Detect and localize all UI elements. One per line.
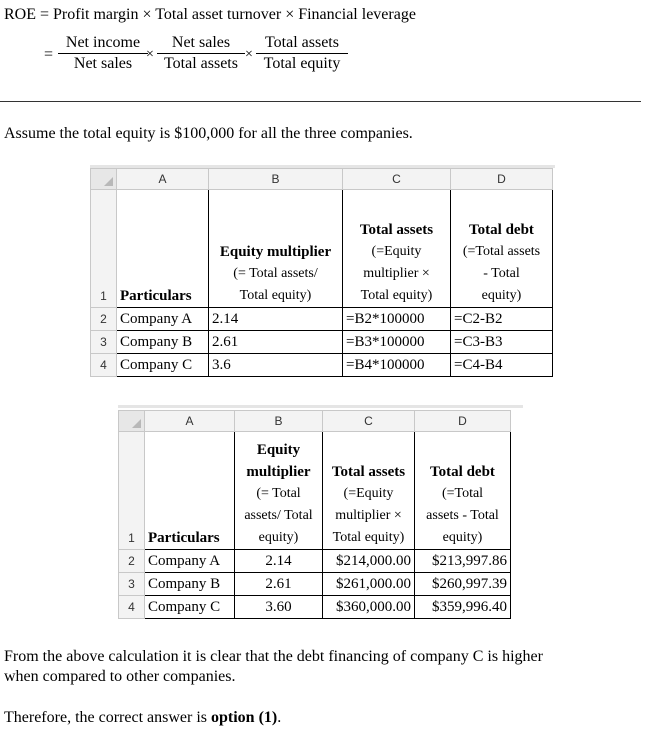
cell-d3[interactable]: =C3-B3 [451,331,553,354]
column-header-b[interactable]: B [209,169,343,190]
times-sign: × [146,47,154,62]
header-sub: (= Total assets/ [233,266,318,281]
fraction-net-sales-total-assets [157,33,245,74]
header-sub: (=Total assets [462,244,541,259]
header-title: Equity [256,442,301,458]
fraction-denominator: Total equity [263,55,341,72]
header-sub: assets/ Total [244,508,313,523]
header-sub: multiplier × [335,508,402,523]
cell-d2[interactable]: $213,997.86 [415,550,511,573]
header-sub: equity) [442,530,483,545]
cell-d2[interactable]: =C2-B2 [451,308,553,331]
table-row [91,354,553,377]
column-header-row [91,169,553,190]
cell-d3[interactable]: $260,997.39 [415,573,511,596]
header-title: Total debt [430,464,495,480]
cell-a1[interactable]: Particulars [145,432,235,550]
cell-c2[interactable]: =B2*100000 [343,308,451,331]
column-header-d[interactable]: D [451,169,553,190]
cell-a2[interactable]: Company A [145,550,235,573]
header-sub: (=Equity [371,244,422,259]
intro-text: Assume the total equity is $100,000 for all the three companies. [4,125,413,142]
cell-c3[interactable]: =B3*100000 [343,331,451,354]
cell-c3[interactable]: $261,000.00 [323,573,415,596]
header-title: Total assets [359,222,434,238]
header-sub: equity) [481,288,522,303]
fraction-denominator: Total assets [164,55,238,72]
column-header-b[interactable]: B [235,411,323,432]
table-row [91,190,553,308]
select-all-corner[interactable] [119,411,145,432]
header-title: Equity multiplier [219,244,332,260]
fraction-numerator: Net income [58,33,148,54]
cell-b3[interactable]: 2.61 [209,331,343,354]
times-sign: × [245,47,253,62]
cell-b2[interactable]: 2.14 [235,550,323,573]
header-sub: Total equity) [332,530,405,545]
cell-c1[interactable] [323,432,415,550]
divider [0,101,641,102]
column-header-a[interactable]: A [117,169,209,190]
fraction-total-assets-total-equity [256,33,348,74]
select-all-corner[interactable] [91,169,117,190]
cell-a1[interactable]: Particulars [117,190,209,308]
roe-formula-line: ROE = Profit margin × Total asset turnover × Financial leverage [4,6,416,23]
cell-b4[interactable]: 3.60 [235,596,323,619]
cell-b3[interactable]: 2.61 [235,573,323,596]
spreadsheet-results [118,410,511,619]
table-row [91,308,553,331]
cell-a4[interactable]: Company C [117,354,209,377]
row-header[interactable]: 4 [119,596,145,619]
cell-c4[interactable]: =B4*100000 [343,354,451,377]
header-sub: multiplier × [363,266,430,281]
header-sub: Total equity) [360,288,433,303]
cell-d1[interactable] [451,190,553,308]
cell-b1[interactable] [235,432,323,550]
conclusion-line-2: when compared to other companies. [4,668,236,685]
answer-statement [4,708,281,728]
cell-b2[interactable]: 2.14 [209,308,343,331]
answer-suffix: . [277,709,282,726]
equals-sign: = [44,46,54,63]
table-row [119,596,511,619]
row-header[interactable]: 2 [91,308,117,331]
header-sub: equity) [258,530,299,545]
conclusion-line-1: From the above calculation it is clear that the debt financing of company C is higher [4,648,543,665]
header-sub: assets - Total [426,508,499,523]
column-header-d[interactable]: D [415,411,511,432]
fraction-denominator: Net sales [73,55,133,72]
header-title: Total debt [469,222,534,238]
spreadsheet-formulas [90,168,553,377]
table-row [119,432,511,550]
row-header[interactable]: 3 [91,331,117,354]
table-row [91,331,553,354]
cell-b4[interactable]: 3.6 [209,354,343,377]
fraction-numerator: Net sales [157,33,245,54]
row-header[interactable]: 3 [119,573,145,596]
header-sub: Total equity) [239,288,312,303]
cell-a3[interactable]: Company B [145,573,235,596]
cell-b1[interactable] [209,190,343,308]
row-header[interactable]: 4 [91,354,117,377]
header-sub: (= Total [256,486,301,501]
cell-a4[interactable]: Company C [145,596,235,619]
header-title: multiplier [246,464,311,480]
header-title: Total assets [331,464,406,480]
cell-d4[interactable]: =C4-B4 [451,354,553,377]
header-sub: (=Equity [343,486,394,501]
header-sub: (=Total [441,486,484,501]
cell-c1[interactable] [343,190,451,308]
fraction-net-income-net-sales [58,33,148,74]
row-header[interactable]: 1 [91,190,117,308]
cell-c4[interactable]: $360,000.00 [323,596,415,619]
cell-c2[interactable]: $214,000.00 [323,550,415,573]
column-header-c[interactable]: C [323,411,415,432]
cell-a2[interactable]: Company A [117,308,209,331]
cell-a3[interactable]: Company B [117,331,209,354]
fraction-numerator: Total assets [256,33,348,54]
row-header[interactable]: 2 [119,550,145,573]
header-sub: - Total [483,266,520,281]
table-row [119,573,511,596]
column-header-a[interactable]: A [145,411,235,432]
answer-prefix: Therefore, the correct answer is [4,709,211,726]
sheet-top-edge [118,405,523,408]
row-header[interactable]: 1 [119,432,145,550]
column-header-row [119,411,511,432]
cell-d1[interactable] [415,432,511,550]
table-row [119,550,511,573]
column-header-c[interactable]: C [343,169,451,190]
answer-option: option (1) [211,709,278,726]
cell-d4[interactable]: $359,996.40 [415,596,511,619]
